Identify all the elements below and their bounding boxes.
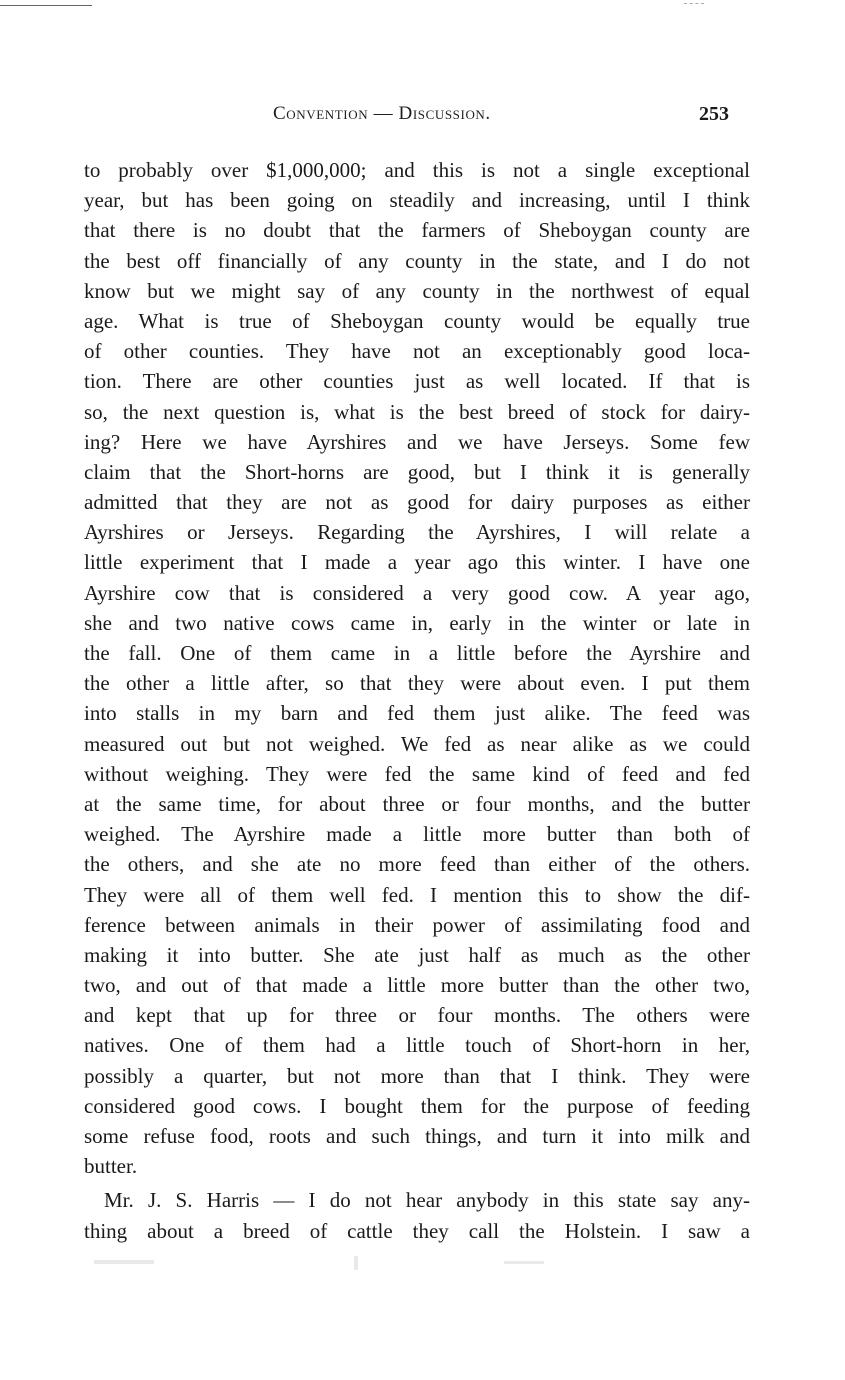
text-line: Ayrshire cow that is considered a very good cow. A year ago, bbox=[84, 580, 750, 605]
text-line: butter. bbox=[84, 1154, 138, 1179]
text-line: natives. One of them had a little touch of Short-horn in her, bbox=[84, 1033, 750, 1058]
text-line: the fall. One of them came in a little before the Ayrshire and bbox=[84, 641, 750, 665]
text-line: some refuse food, roots and such things, and turn it into milk and bbox=[84, 1124, 750, 1148]
text-line: tion. There are other counties just as well located. If that is bbox=[84, 369, 750, 394]
running-title: Convention — Discussion. bbox=[273, 103, 491, 124]
text-line: the others, and she ate no more feed than either of the others. bbox=[84, 852, 750, 877]
text-line: claim that the Short-horns are good, but I think it is generally bbox=[84, 459, 750, 484]
text-line: admitted that they are not as good for dairy purposes as either bbox=[84, 490, 750, 515]
body-text bbox=[84, 155, 750, 1246]
text-line: age. What is true of Sheboygan county would be equally true bbox=[84, 308, 750, 333]
page-number: 253 bbox=[699, 103, 729, 125]
text-line: considered good cows. I bought them for the purpose of feeding bbox=[84, 1093, 750, 1118]
text-line: and kept that up for three or four months. The others were bbox=[84, 1003, 750, 1028]
text-line: possibly a quarter, but not more than that I think. They were bbox=[84, 1063, 750, 1088]
paragraph-2 bbox=[84, 1185, 750, 1245]
text-line: making it into butter. She ate just half as much as the other bbox=[84, 942, 750, 967]
text-line: without weighing. They were fed the same kind of feed and fed bbox=[84, 761, 750, 786]
text-line: little experiment that I made a year ago this winter. I have one bbox=[84, 550, 750, 575]
text-line: she and two native cows came in, early in the winter or late in bbox=[84, 610, 750, 635]
text-line: the other a little after, so that they were about even. I put them bbox=[84, 671, 750, 696]
running-head bbox=[0, 103, 845, 129]
text-line: ference between animals in their power of assimilating food and bbox=[84, 912, 750, 937]
top-edge-mark bbox=[684, 3, 704, 4]
text-line: measured out but not weighed. We fed as near alike as we could bbox=[84, 731, 750, 756]
text-line: Mr. J. S. Harris — I do not hear anybody in this state say any- bbox=[104, 1188, 750, 1213]
text-line: Ayrshires or Jerseys. Regarding the Ayrshires, I will relate a bbox=[84, 520, 750, 545]
text-line: the best off financially of any county in the state, and I do not bbox=[84, 248, 750, 273]
text-line: year, but has been going on steadily and increasing, until I think bbox=[84, 188, 750, 213]
text-line: thing about a breed of cattle they call the Holstein. I saw a bbox=[84, 1218, 750, 1243]
text-line: that there is no doubt that the farmers of Sheboygan county are bbox=[84, 218, 750, 243]
top-edge-rule bbox=[0, 5, 92, 6]
text-line: two, and out of that made a little more butter than the other two, bbox=[84, 973, 750, 998]
text-line: to probably over $1,000,000; and this is not a single exceptional bbox=[84, 158, 750, 182]
text-line: so, the next question is, what is the best breed of stock for dairy- bbox=[84, 399, 750, 424]
text-line: know but we might say of any county in the northwest of equal bbox=[84, 278, 750, 303]
text-line: They were all of them well fed. I mention this to show the dif- bbox=[84, 882, 750, 907]
text-line: ing? Here we have Ayrshires and we have Jerseys. Some few bbox=[84, 429, 750, 454]
text-line: of other counties. They have not an exceptionably good loca- bbox=[84, 339, 750, 364]
text-line: weighed. The Ayrshire made a little more butter than both of bbox=[84, 822, 750, 847]
text-line: into stalls in my barn and fed them just alike. The feed was bbox=[84, 701, 750, 726]
text-line: at the same time, for about three or four months, and the butter bbox=[84, 791, 750, 816]
paragraph-1 bbox=[84, 155, 750, 1181]
show-through-marks bbox=[84, 1254, 750, 1272]
